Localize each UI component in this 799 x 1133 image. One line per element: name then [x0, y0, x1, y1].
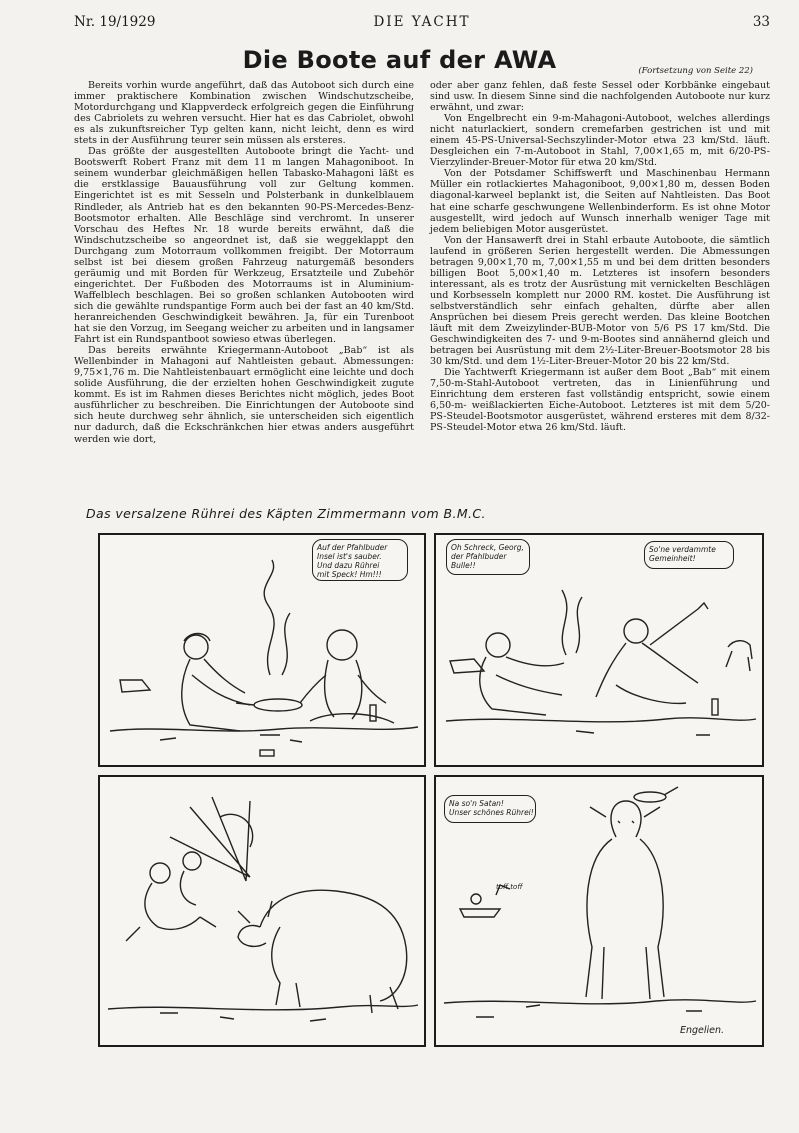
- continued-note: (Fortsetzung von Seite 22): [638, 66, 753, 76]
- paragraph: oder aber ganz fehlen, daß feste Sessel oder Korbbänke eingebaut sind usw. In diesem Sinne sind die nachfolgenden Autoboote nur kurz erwähnt, und zwar:: [430, 80, 770, 114]
- paragraph: Von der Potsdamer Schiffswerft und Maschinenbau Hermann Müller ein rotlackiertes Mahagoniboot, 9,00×1,80 m, dessen Boden diagonal-karweel beplankt ist, die Seiten auf Nahtleisten. Das Boot hat eine scharfe geschwungene Wellenbinderform. Es ist ohne Motor ausgestellt, wird jedoch auf Wunsch innerhalb weniger Tage mit jedem beliebigen Motor ausgerüstet.: [430, 168, 770, 235]
- comic-panel-1: [98, 533, 426, 767]
- panel-3-drawing: [100, 777, 424, 1045]
- magazine-name: DIE YACHT: [373, 14, 471, 30]
- text-column-right: [430, 80, 770, 498]
- running-head: [74, 14, 770, 34]
- artist-signature: Engelien.: [680, 1025, 725, 1036]
- page-number: 33: [752, 14, 770, 30]
- speech-balloon: Auf der Pfahlbuder Insel ist's sauber. Und dazu Rührei mit Speck! Hm!!!: [312, 539, 408, 581]
- sound-effect: toff toff: [496, 883, 523, 891]
- paragraph: Bereits vorhin wurde angeführt, daß das Autoboot sich durch eine immer praktischere Kombination zwischen Windschutzscheibe, Motordurchgang und Klappverdeck erfolgreich gegen die Einführung des Cabriolets zu wehren versucht. Hier hat es das Cabriolet, obwohl es als zukunftsreicher Typ gelten kann, nicht leicht, denn es wird stets in der Ausführung teurer sein müssen als ersteres.: [74, 80, 414, 147]
- comic-panel-4: [434, 775, 764, 1047]
- issue-number: Nr. 19/1929: [74, 14, 156, 30]
- paragraph: Von der Hansawerft drei in Stahl erbaute Autoboote, die sämtlich laufend in größeren Serien hergestellt werden. Die Abmessungen betragen 9,00×1,70 m, 7,00×1,55 m und bei dem dritten besonders billigen Boot 5,00×1,40 m. Letzteres ist insofern besonders interessant, als es trotz der Ausrüstung mit vernickelten Beschlägen und Korbsesseln komplett nur 2000 RM. kostet. Die Ausführung ist selbstverständlich sehr einfach gehalten, dürfte aber allen Ansprüchen bei diesem Preis gerecht werden. Das kleine Bootchen läuft mit dem Zweizylinder-BUB-Motor von 5/6 PS 17 km/Std. Die Geschwindigkeiten des 7- und 9-m-Bootes sind annähernd gleich und betragen bei Ausrüstung mit dem 2½-Liter-Breuer-Bootsmotor 28 bis 30 km/Std. und dem 1½-Liter-Breuer-Motor 20 bis 22 km/Std.: [430, 234, 770, 368]
- text-column-left: [74, 80, 414, 498]
- paragraph: Die Yachtwerft Kriegermann ist außer dem Boot „Bab“ mit einem 7,50-m-Stahl-Autoboot vertreten, das in Linienführung und Einrichtung dem ersteren fast vollständig entspricht, sowie einem 6,50-m- weißlackierten Eiche-Autoboot. Letzteres ist mit dem 5/20-PS-Steudel-Bootsmotor ausgerüstet, während ersteres mit dem 8/32-PS-Steudel-Motor etwa 26 km/Std. läuft.: [430, 367, 770, 434]
- comic-panel-3: [98, 775, 426, 1047]
- speech-balloon: Oh Schreck, Georg, der Pfahlbuder Bulle!!: [446, 539, 530, 575]
- article-title: Die Boote auf der AWA: [242, 46, 557, 74]
- comic-panel-2: [434, 533, 764, 767]
- paragraph: Das bereits erwähnte Kriegermann-Autoboot „Bab“ ist als Wellenbinder in Mahagoni auf Nahtleisten gebaut. Abmessungen: 9,75×1,76 m. Die Nahtleistenbauart ermöglicht eine leichte und doch solide Ausführung, die der erzielten hohen Geschwindigkeit zugute kommt. Es ist im Rahmen dieses Berichtes nicht möglich, jedes Boot ausführlicher zu beschreiben. Die Einrichtungen der Autoboote sind sich heute durchweg sehr ähnlich, sie unterscheiden sich eigentlich nur dadurch, daß die Eckschränkchen hier etwas anders ausgeführt werden wie dort,: [74, 345, 414, 445]
- speech-balloon: So'ne verdammte Gemeinheit!: [644, 541, 734, 569]
- paragraph: Das größte der ausgestellten Autoboote bringt die Yacht- und Bootswerft Robert Franz mit dem 11 m langen Mahagoniboot. In seinem wunderbar gleichmäßigen hellen Tabasko-Mahagoni läßt es die erstklassige Bauausführung voll zur Geltung kommen. Eingerichtet ist es mit Sesseln und Polsterbank in dunkelblauem Rindleder, als Antrieb hat es den bekannten 90-PS-Mercedes-Benz-Bootsmotor erhalten. Alle Beschläge sind verchromt. In unserer Vorschau des Heftes Nr. 18 wurde bereits erwähnt, daß die Windschutzscheibe so angeordnet ist, daß sie weggeklappt den Durchgang zum Motorraum vollkommen freigibt. Der Motorraum selbst ist bei diesem großen Fahrzeug naturgemäß besonders geräumig und mit Borden für Werkzeug, Ersatzteile und Zubehör eingerichtet. Der Fußboden des Motorraums ist in Aluminium-Waffelblech beschlagen. Bei so großen schlanken Autobooten wird sich die gewählte rundspantige Form auch bei der fast an 40 km/Std. heranreichenden Geschwindigkeit bewähren. Ja, für ein Turenboot hat sie den Vorzug, im Seegang weicher zu arbeiten und in langsamer Fahrt ist ein Rundspantboot sowieso etwas überlegen.: [74, 146, 414, 346]
- article-body: [74, 80, 770, 498]
- speech-balloon: Na so'n Satan! Unser schönes Rührei!: [444, 795, 536, 823]
- comic-caption: Das versalzene Rührei des Käpten Zimmermann vom B.M.C.: [86, 506, 486, 521]
- paragraph: Von Engelbrecht ein 9-m-Mahagoni-Autoboot, welches allerdings nicht naturlackiert, sondern cremefarben gestrichen ist und mit einem 45-PS-Universal-Sechszylinder-Motor etwa 23 km/Std. läuft. Desgleichen ein 7-m-Autoboot in Stahl, 7,00×1,65 m, mit 6/20-PS-Vierzylinder-Breuer-Motor für etwa 20 km/Std.: [430, 113, 770, 169]
